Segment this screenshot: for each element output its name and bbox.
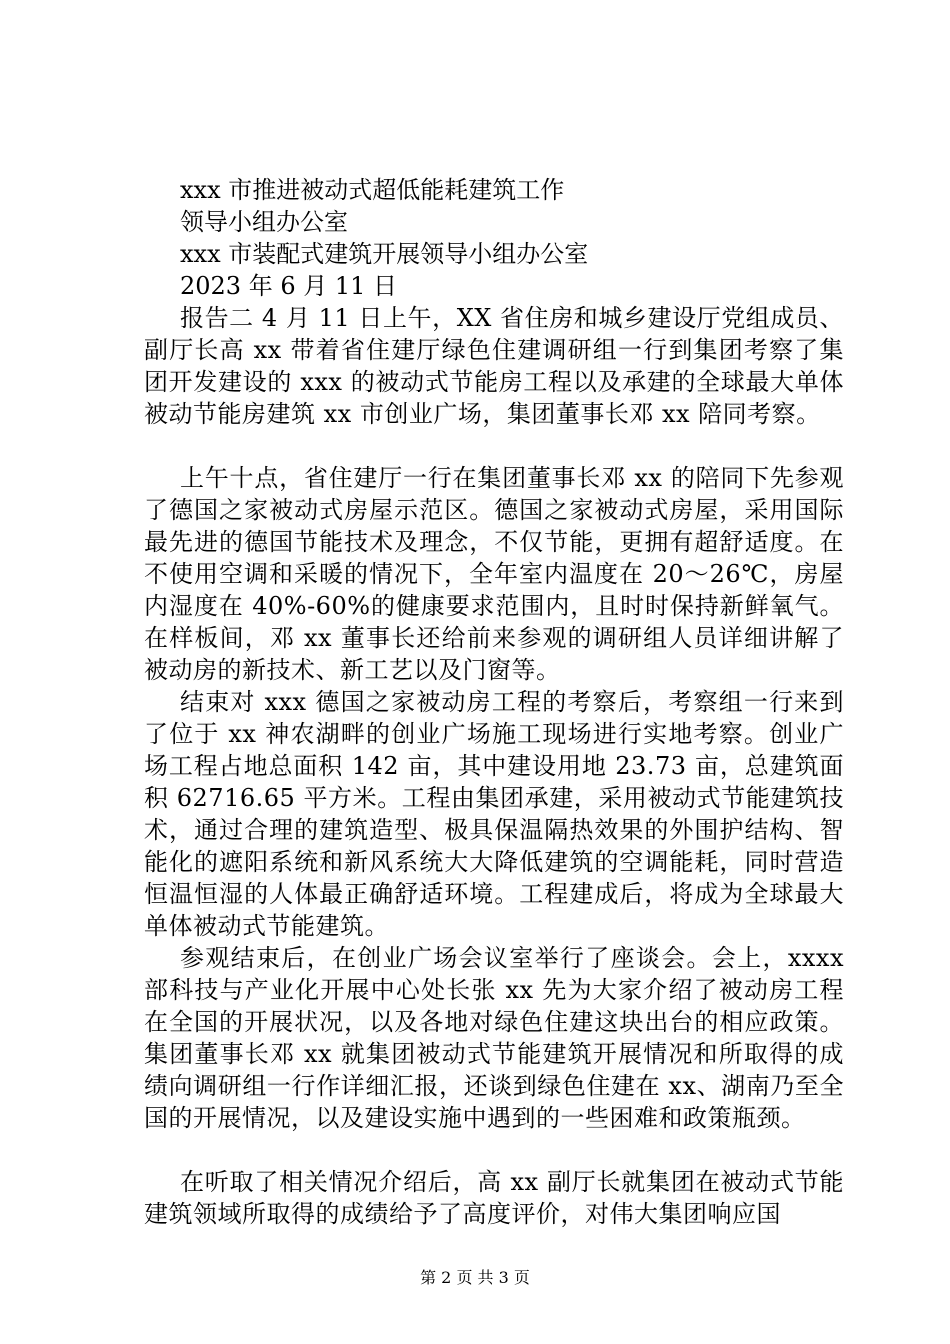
header-line-1: xxx 市推进被动式超低能耗建筑工作 (180, 176, 565, 204)
document-body (144, 174, 844, 1230)
header-line-3: xxx 市装配式建筑开展领导小组办公室 (180, 240, 589, 268)
paragraph-gap (144, 1134, 844, 1166)
page-footer: 第 2 页 共 3 页 (420, 1268, 530, 1287)
paragraph-gap (144, 430, 844, 462)
paragraph-plaza-visit: 结束对 xxx 德国之家被动房工程的考察后，考察组一行来到了位于 xx 神农湖畔的创业广场施工现场进行实地考察。创业广场工程占地总面积 142 亩，其中建设用地 23.73 亩，总建筑面积 62716.65 平方米。工程由集团承建，采用被动式节能建筑技术，通过合理的建筑造型、极具保温隔热效果的外围护结构、智能化的遮阳系统和新风系统大大降低建筑的空调能耗，同时营造恒温恒湿的人体最正确舒适环境。工程建成后，将成为全球最大单体被动式节能建筑。 (144, 688, 844, 940)
date-line: 2023 年 6 月 11 日 (180, 272, 398, 300)
paragraph-symposium: 参观结束后，在创业广场会议室举行了座谈会。会上，xxxx 部科技与产业化开展中心处长张 xx 先为大家介绍了被动房工程在全国的开展状况，以及各地对绿色住建这块出台的相应政策。集团董事长邓 xx 就集团被动式节能建筑开展情况和所取得的成绩向调研组一行作详细汇报，还谈到绿色住建在 xx、湖南乃至全国的开展情况，以及建设实施中遇到的一些困难和政策瓶颈。 (144, 944, 844, 1132)
paragraph-evaluation: 在听取了相关情况介绍后，高 xx 副厅长就集团在被动式节能建筑领域所取得的成绩给予了高度评价，对伟大集团响应国 (144, 1168, 844, 1228)
paragraph-german-house: 上午十点，省住建厅一行在集团董事长邓 xx 的陪同下先参观了德国之家被动式房屋示范区。德国之家被动式房屋，采用国际最先进的德国节能技术及理念，不仅节能，更拥有超舒适度。在不使用空调和采暖的情况下，全年室内温度在 20～26℃，房屋内湿度在 40%-60%的健康要求范围内，且时时保持新鲜氧气。在样板间，邓 xx 董事长还给前来参观的调研组人员详细讲解了被动房的新技术、新工艺以及门窗等。 (144, 464, 844, 684)
header-line-2: 领导小组办公室 (180, 208, 348, 236)
paragraph-report-intro: 报告二 4 月 11 日上午，XX 省住房和城乡建设厅党组成员、副厅长高 xx 带着省住建厅绿色住建调研组一行到集团考察了集团开发建设的 xxx 的被动式节能房工程以及承建的全球最大单体被动节能房建筑 xx 市创业广场，集团董事长邓 xx 陪同考察。 (144, 304, 844, 428)
